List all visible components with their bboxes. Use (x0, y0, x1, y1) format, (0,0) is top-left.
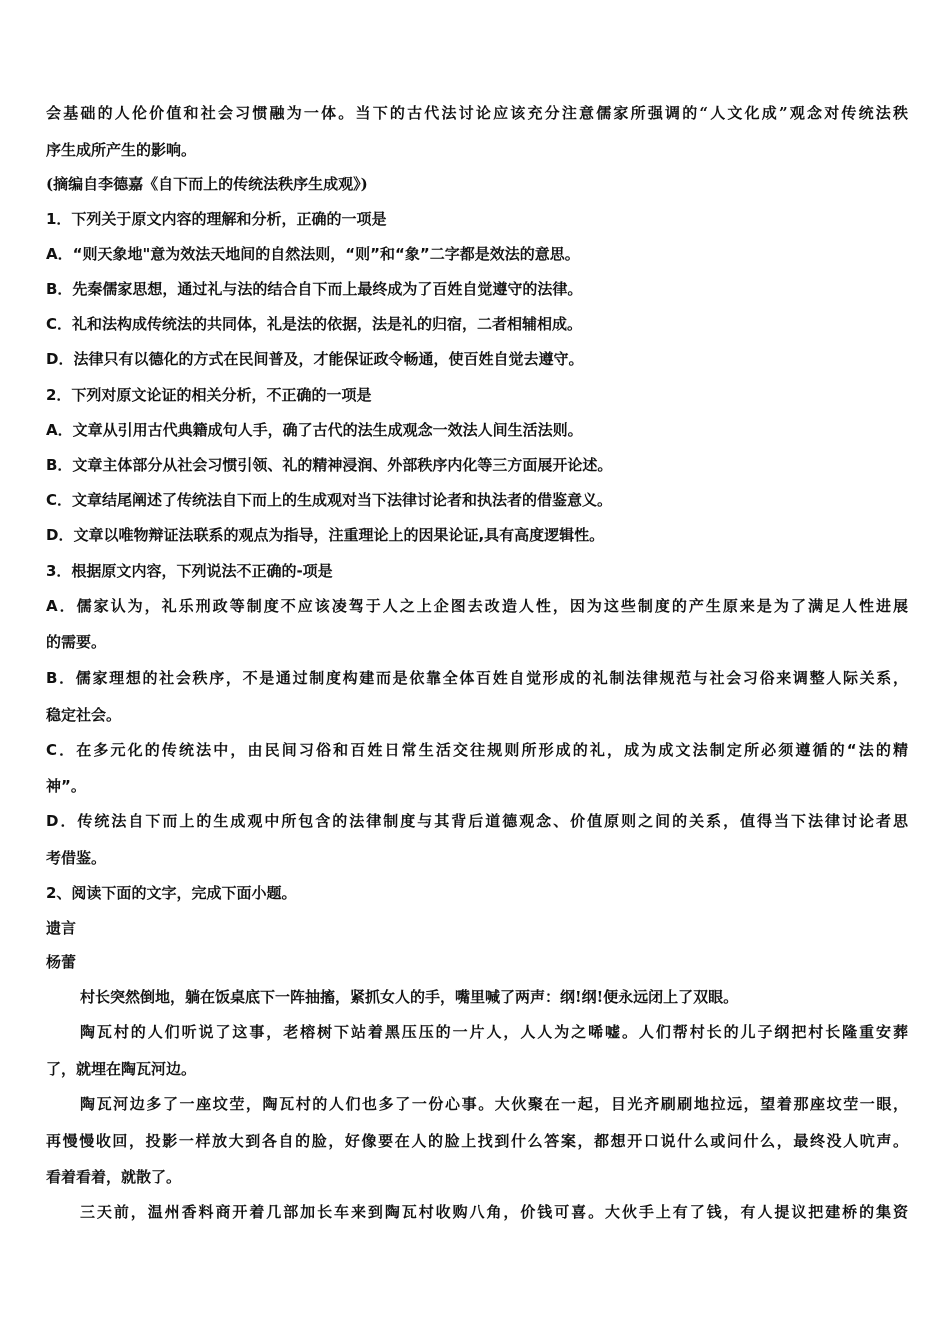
story-paragraph-4: 三天前，温州香料商开着几部加长车来到陶瓦村收购八角，价钱可喜。大伙手上有了钱，有人提议把建桥的集资 (80, 1203, 908, 1221)
text-line: 会基础的人伦价值和社会习惯融为一体。当下的古代法讨论应该充分注意儒家所强调的“人文化成”观念对传统法秩 (46, 104, 908, 122)
question-3-stem: 3．根据原文内容，下列说法不正确的-项是 (46, 562, 333, 580)
question-3-option-d-cont: 考借鉴。 (46, 849, 107, 867)
question-3-option-d: D．传统法自下而上的生成观中所包含的法律制度与其背后道德观念、价值原则之间的关系，值得当下法律讨论者思 (46, 812, 908, 830)
story-paragraph-1: 村长突然倒地，躺在饭桌底下一阵抽搐，紧抓女人的手，嘴里喊了两声：纲!纲!便永远闭上了双眼。 (80, 988, 739, 1006)
question-1-option-b: B．先秦儒家思想，通过礼与法的结合自下而上最终成为了百姓自觉遵守的法律。 (46, 280, 583, 298)
question-3-option-a: A．儒家认为，礼乐刑政等制度不应该凌驾于人之上企图去改造人性，因为这些制度的产生原来是为了满足人性进展 (46, 597, 908, 615)
question-2-option-a: A．文章从引用古代典籍成句人手，确了古代的法生成观念一效法人间生活法则。 (46, 421, 583, 439)
question-3-option-b-cont: 稳定社会。 (46, 706, 122, 724)
story-title: 遗言 (46, 919, 77, 937)
question-3-option-a-cont: 的需要。 (46, 633, 107, 651)
question-3-option-c-cont: 神”。 (46, 777, 86, 795)
story-paragraph-2-cont: 了，就埋在陶瓦河边。 (46, 1060, 197, 1078)
question-2-option-c: C．文章结尾阐述了传统法自下而上的生成观对当下法律讨论者和执法者的借鉴意义。 (46, 491, 613, 509)
question-1-option-a: A．“则天象地"意为效法天地间的自然法则，“则”和“象”二字都是效法的意思。 (46, 245, 580, 263)
story-paragraph-3: 陶瓦河边多了一座坟茔，陶瓦村的人们也多了一份心事。大伙聚在一起，目光齐刷刷地拉远，望着那座坟茔一眼， (80, 1095, 908, 1113)
story-author: 杨蕾 (46, 953, 77, 971)
story-paragraph-3-cont: 再慢慢收回，投影一样放大到各自的脸，好像要在人的脸上找到什么答案，都想开口说什么或问什么，最终没人吭声。 (46, 1132, 908, 1150)
question-3-option-b: B．儒家理想的社会秩序，不是通过制度构建而是依靠全体百姓自觉形成的礼制法律规范与社会习俗来调整人际关系， (46, 669, 908, 687)
story-paragraph-3-end: 看着看着，就散了。 (46, 1168, 182, 1186)
question-1-option-c: C．礼和法构成传统法的共同体，礼是法的依据，法是礼的归宿，二者相辅相成。 (46, 315, 583, 333)
question-1-stem: 1．下列关于原文内容的理解和分析，正确的一项是 (46, 210, 387, 228)
story-paragraph-2: 陶瓦村的人们听说了这事，老榕树下站着黑压压的一片人，人人为之唏嘘。人们帮村长的儿子纲把村长隆重安葬 (80, 1023, 908, 1041)
question-2-option-b: B．文章主体部分从社会习惯引领、礼的精神浸润、外部秩序内化等三方面展开论述。 (46, 456, 613, 474)
question-1-option-d: D．法律只有以德化的方式在民间普及，才能保证政令畅通，使百姓自觉去遵守。 (46, 350, 584, 368)
question-2-option-d: D．文章以唯物辩证法联系的观点为指导，注重理论上的因果论证,具有高度逻辑性。 (46, 526, 605, 544)
question-2-stem: 2．下列对原文论证的相关分析，不正确的一项是 (46, 386, 372, 404)
section-2-instruction: 2、阅读下面的文字，完成下面小题。 (46, 884, 297, 902)
text-line: 序生成所产生的影响。 (46, 141, 197, 159)
question-3-option-c: C．在多元化的传统法中，由民间习俗和百姓日常生活交往规则所形成的礼，成为成文法制定所必须遵循的“法的精 (46, 741, 908, 759)
source-citation: (摘编自李德嘉《自下而上的传统法秩序生成观》) (46, 175, 368, 193)
